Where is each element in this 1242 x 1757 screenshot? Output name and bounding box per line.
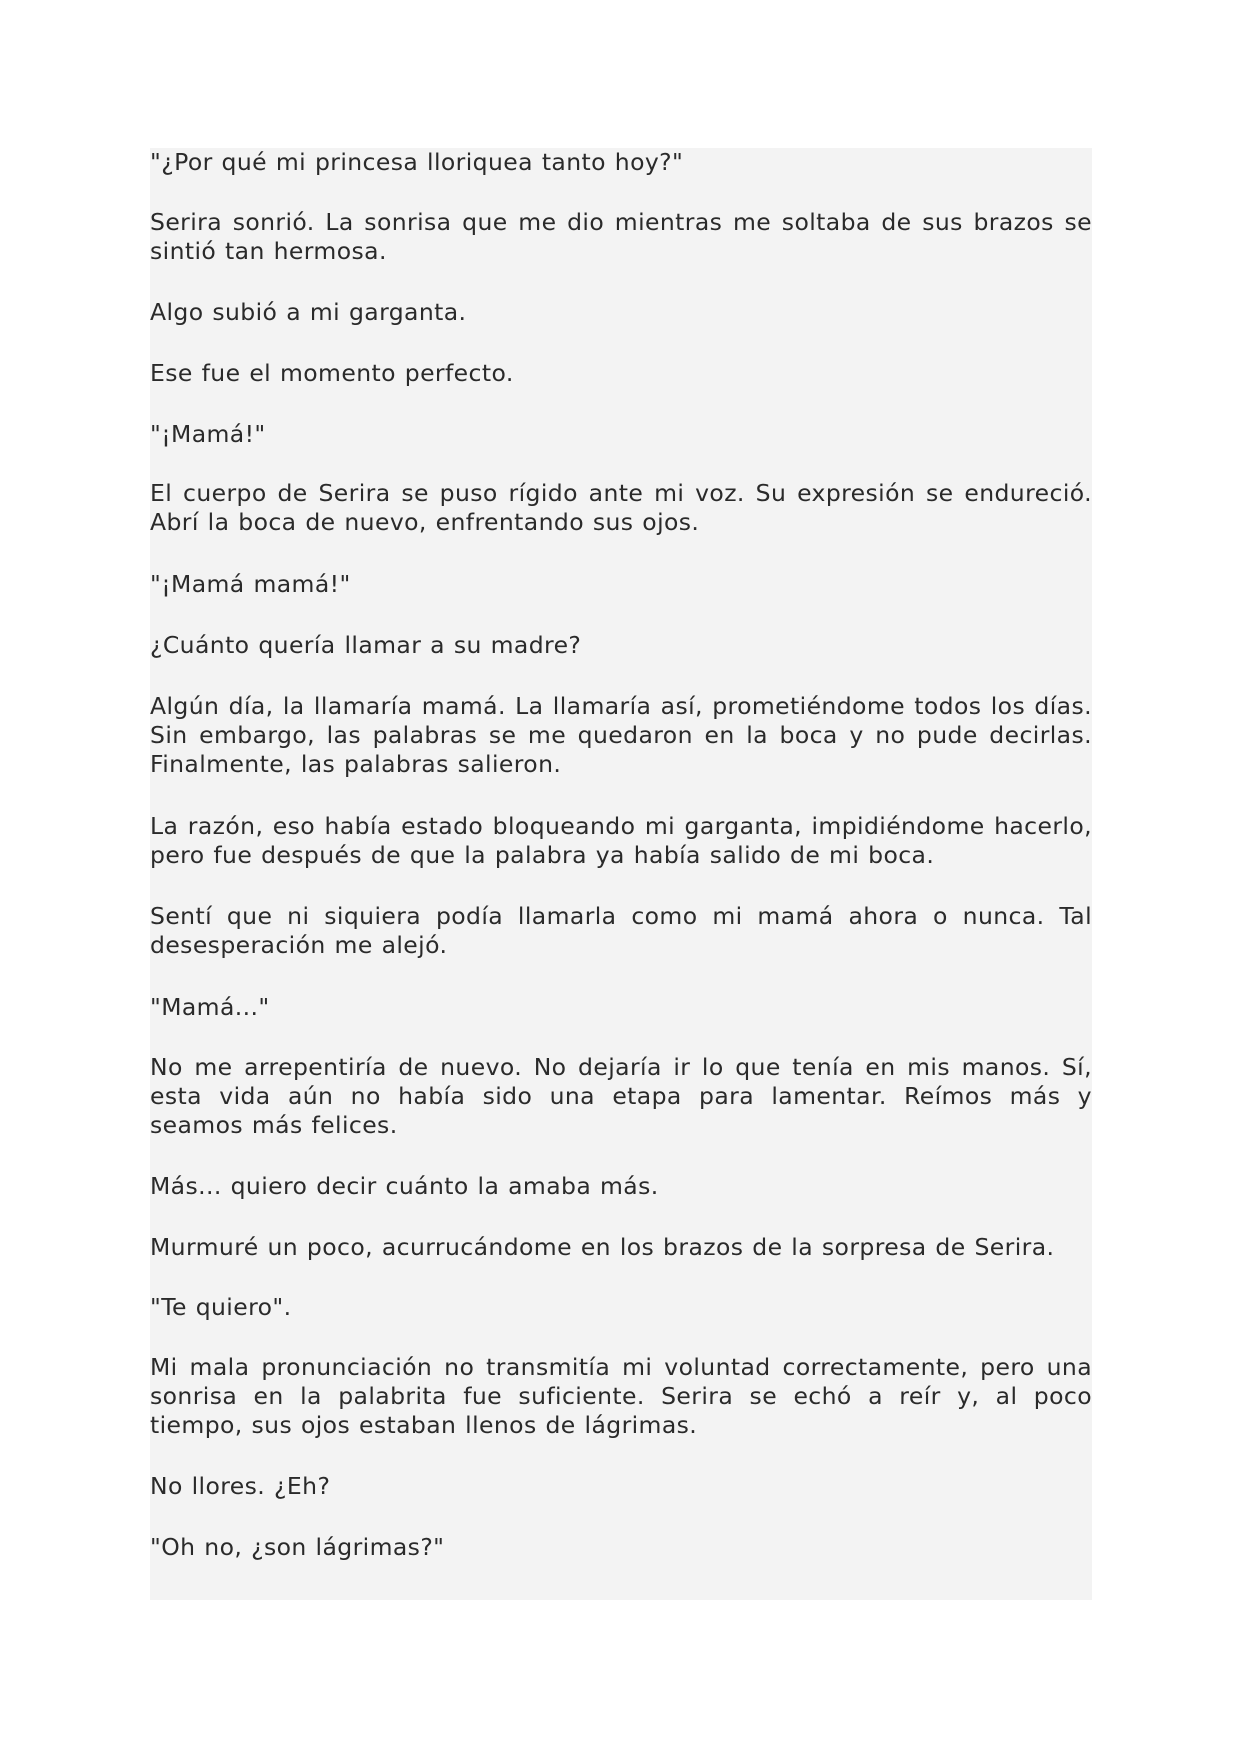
paragraph-9: Algún día, la llamaría mamá. La llamaría así, prometiéndome todos los días. Sin embargo, las palabras se me quedaron en la boca y no pude decirlas. Finalmente, las palabras salieron.	[150, 692, 1092, 778]
paragraph-16: "Te quiero".	[150, 1293, 292, 1321]
paragraph-2: Serira sonrió. La sonrisa que me dio mientras me soltaba de sus brazos se sintió tan hermosa.	[150, 208, 1092, 265]
paragraph-1: "¿Por qué mi princesa lloriquea tanto hoy?"	[150, 148, 684, 176]
text-block	[150, 148, 1092, 1600]
paragraph-15: Murmuré un poco, acurrucándome en los brazos de la sorpresa de Serira.	[150, 1233, 1055, 1261]
paragraph-6: El cuerpo de Serira se puso rígido ante mi voz. Su expresión se endureció. Abrí la boca de nuevo, enfrentando sus ojos.	[150, 479, 1092, 536]
paragraph-12: "Mamá..."	[150, 993, 270, 1021]
paragraph-17: Mi mala pronunciación no transmitía mi voluntad correctamente, pero una sonrisa en la palabrita fue suficiente. Serira se echó a reír y, al poco tiempo, sus ojos estaban llenos de lágrimas.	[150, 1353, 1092, 1439]
paragraph-7: "¡Mamá mamá!"	[150, 570, 351, 598]
paragraph-8: ¿Cuánto quería llamar a su madre?	[150, 631, 582, 659]
paragraph-3: Algo subió a mi garganta.	[150, 298, 467, 326]
paragraph-10: La razón, eso había estado bloqueando mi garganta, impidiéndome hacerlo, pero fue después de que la palabra ya había salido de mi boca.	[150, 812, 1092, 869]
paragraph-14: Más... quiero decir cuánto la amaba más.	[150, 1172, 659, 1200]
paragraph-11: Sentí que ni siquiera podía llamarla como mi mamá ahora o nunca. Tal desesperación me alejó.	[150, 902, 1092, 959]
paragraph-19: "Oh no, ¿son lágrimas?"	[150, 1533, 445, 1561]
paragraph-5: "¡Mamá!"	[150, 420, 266, 448]
paragraph-13: No me arrepentiría de nuevo. No dejaría ir lo que tenía en mis manos. Sí, esta vida aún no había sido una etapa para lamentar. Reímos más y seamos más felices.	[150, 1053, 1092, 1139]
paragraph-4: Ese fue el momento perfecto.	[150, 359, 514, 387]
paragraph-18: No llores. ¿Eh?	[150, 1472, 331, 1500]
